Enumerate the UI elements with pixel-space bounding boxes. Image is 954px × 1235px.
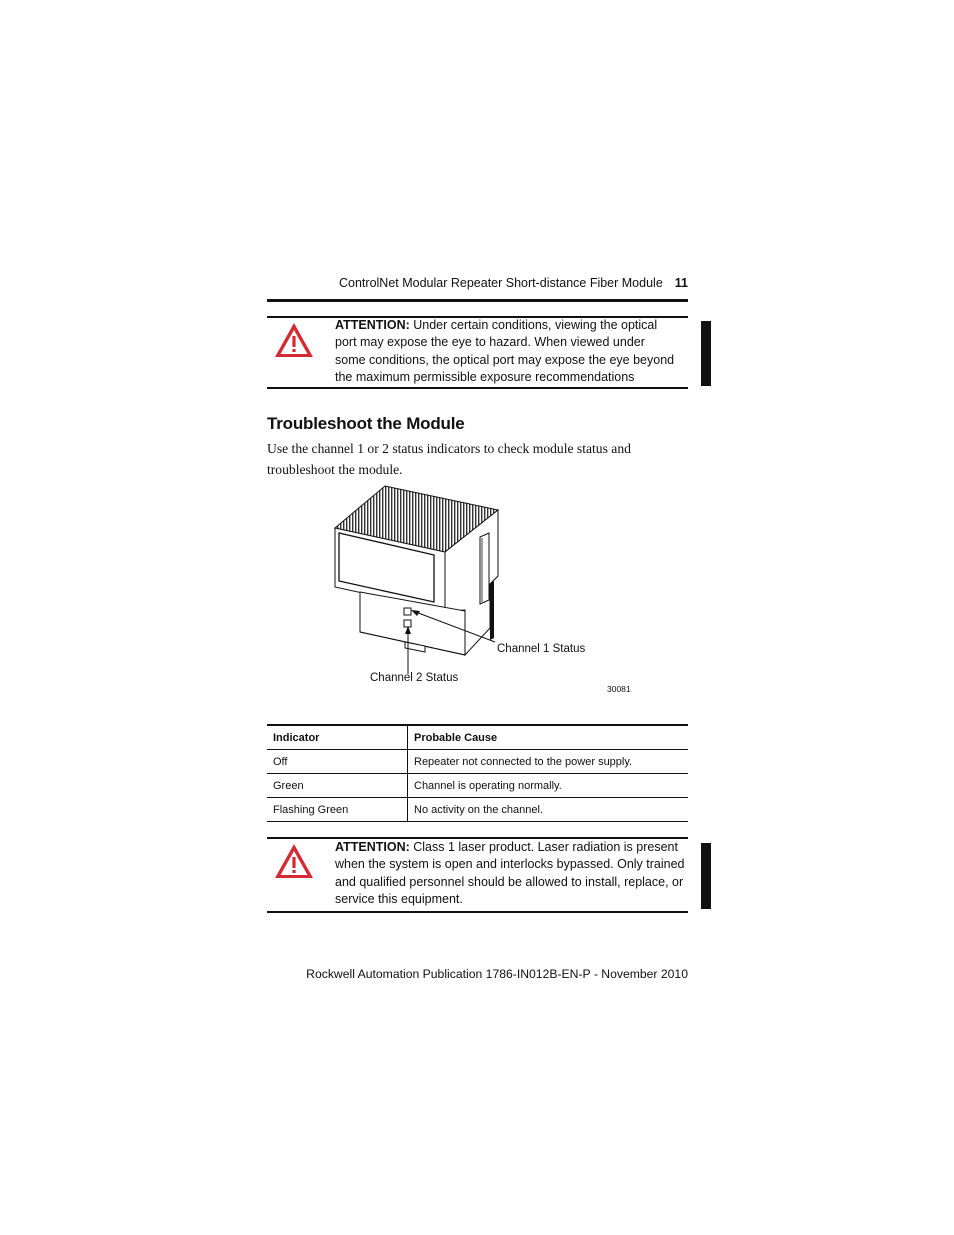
table-row <box>267 774 688 798</box>
header-title: ControlNet Modular Repeater Short-distance Fiber Module <box>339 276 663 290</box>
indicator-table <box>267 724 688 822</box>
column-header-probable-cause: Probable Cause <box>414 731 498 744</box>
column-header-indicator: Indicator <box>267 725 408 750</box>
attention1-message <box>335 317 675 386</box>
indicator-cell: Off <box>267 750 408 774</box>
cause-cell: Repeater not connected to the power supply. <box>414 755 633 768</box>
indicator-cell: Green <box>267 774 408 798</box>
page-footer: Rockwell Automation Publication 1786-IN012B-EN-P - November 2010 <box>306 967 688 981</box>
module-illustration <box>325 480 585 695</box>
attention1-label: ATTENTION: <box>335 318 410 332</box>
running-header <box>267 276 688 294</box>
attention2-label: ATTENTION: <box>335 840 410 854</box>
page-number: 11 <box>674 276 688 290</box>
figure-id: 30081 <box>607 684 631 694</box>
attention1-bottom-rule <box>267 387 688 389</box>
warning-triangle-icon <box>274 843 314 879</box>
callout-channel-2: Channel 2 Status <box>370 672 459 684</box>
attention2-bottom-rule <box>267 911 688 913</box>
attention2-text: Class 1 laser product. Laser radiation is present when the system is open and interlocks bypassed. Only trained and qualified personnel should be allowed to install, replace, or service this equipment. <box>335 840 685 906</box>
indicator-cell: Flashing Green <box>267 798 408 822</box>
section-title: Troubleshoot the Module <box>267 414 465 433</box>
table-row <box>267 798 688 822</box>
table-header-row <box>267 725 688 750</box>
warning-triangle-icon <box>274 322 314 358</box>
attention2-message <box>335 839 690 908</box>
thumb-tab-marker <box>701 321 711 386</box>
cause-cell: No activity on the channel. <box>414 803 544 816</box>
header-rule <box>267 299 688 302</box>
thumb-tab-marker <box>701 843 711 909</box>
section-intro: Use the channel 1 or 2 status indicators to check module status and troubleshoot the module. <box>267 441 631 477</box>
table-row <box>267 750 688 774</box>
cause-cell: Channel is operating normally. <box>414 779 562 792</box>
callout-channel-1: Channel 1 Status <box>497 643 586 655</box>
attention1-text: Under certain conditions, viewing the optical port may expose the eye to hazard. When viewed under some conditions, the optical port may expose the eye beyond the maximum permissible exposure recommendations <box>335 318 675 384</box>
